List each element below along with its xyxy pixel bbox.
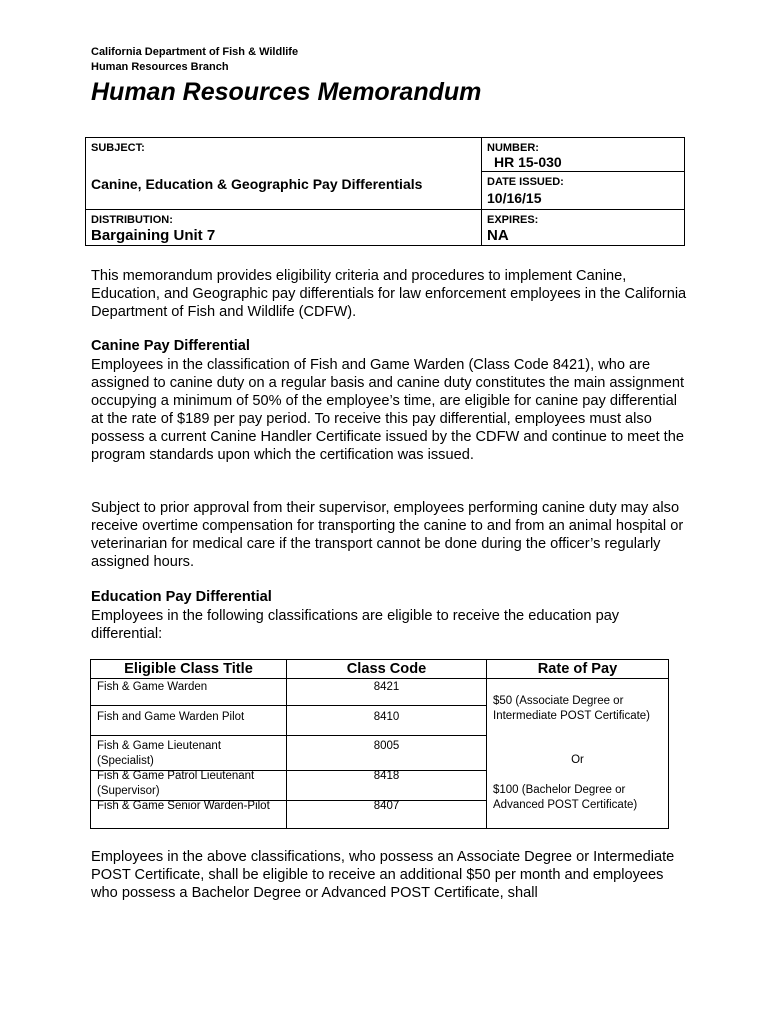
class-title-cell: Fish & Game Lieutenant (Specialist) [97,740,222,767]
number-value: HR 15-030 [494,154,562,170]
subject-label: SUBJECT: [91,142,145,154]
class-title-cell: Fish and Game Warden Pilot [97,711,245,723]
number-label: NUMBER: [487,142,539,154]
eligible-classes-table [90,659,669,829]
expires-label: EXPIRES: [487,214,539,226]
rate-bachelor: $100 (Bachelor Degree or Advanced POST Certificate) [493,784,638,811]
org-name: California Department of Fish & Wildlife [91,46,299,58]
subject-value: Canine, Education & Geographic Pay Differentials [91,176,423,192]
distribution-value: Bargaining Unit 7 [91,227,216,244]
branch-name: Human Resources Branch [91,61,229,73]
column-header-rate: Rate of Pay [537,661,618,677]
distribution-label: DISTRIBUTION: [91,214,173,226]
expires-value: NA [487,227,509,244]
memo-header-table [85,137,685,246]
rate-or: Or [571,754,584,766]
memo-title: Human Resources Memorandum [91,78,482,106]
canine-overtime-paragraph: Subject to prior approval from their supervisor, employees performing canine duty may also receive overtime compensation for transporting the canine to and from an animal hospital or veterinarian for medical care if the transport cannot be done during the officer’s regularly assigned hours. [91,500,684,570]
class-code-cell: 8407 [373,800,400,812]
class-code-cell: 8410 [373,711,400,723]
date-issued-value: 10/16/15 [487,190,542,206]
class-title-cell: Fish & Game Senior Warden-Pilot [97,800,270,812]
class-code-cell: 8418 [373,770,400,782]
class-title-cell: Fish & Game Warden [97,681,208,693]
class-code-cell: 8005 [373,740,400,752]
column-header-code: Class Code [346,661,427,677]
class-code-cell: 8421 [373,681,400,693]
rate-associate: $50 (Associate Degree or Intermediate POST Certificate) [493,695,651,722]
date-issued-label: DATE ISSUED: [487,176,564,188]
canine-heading: Canine Pay Differential [91,338,250,354]
education-heading: Education Pay Differential [91,589,272,605]
education-paragraph: Employees in the following classifications are eligible to receive the education pay differential: [91,608,620,642]
closing-paragraph: Employees in the above classifications, who possess an Associate Degree or Intermediate POST Certificate, shall be eligible to receive an additional $50 per month and employees who possess a Bachelor Degree or Advanced POST Certificate, shall [91,849,675,901]
intro-paragraph: This memorandum provides eligibility criteria and procedures to implement Canine, Education, and Geographic pay differentials for law enforcement employees in the California Department of Fish and Wildlife (CDFW). [91,268,687,320]
class-title-cell: Fish & Game Patrol Lieutenant (Supervisor) [97,770,255,797]
canine-paragraph: Employees in the classification of Fish and Game Warden (Class Code 8421), who are assigned to canine duty on a regular basis and canine duty constitutes the main assignment occupying a minimum of 50% of the employee’s time, are eligible for canine pay differential at the rate of $189 per pay period. To receive this pay differential, employees must also possess a current Canine Handler Certificate issued by the CDFW and continue to meet the program standards upon which the certification was issued. [91,357,685,463]
column-header-title: Eligible Class Title [124,661,253,677]
